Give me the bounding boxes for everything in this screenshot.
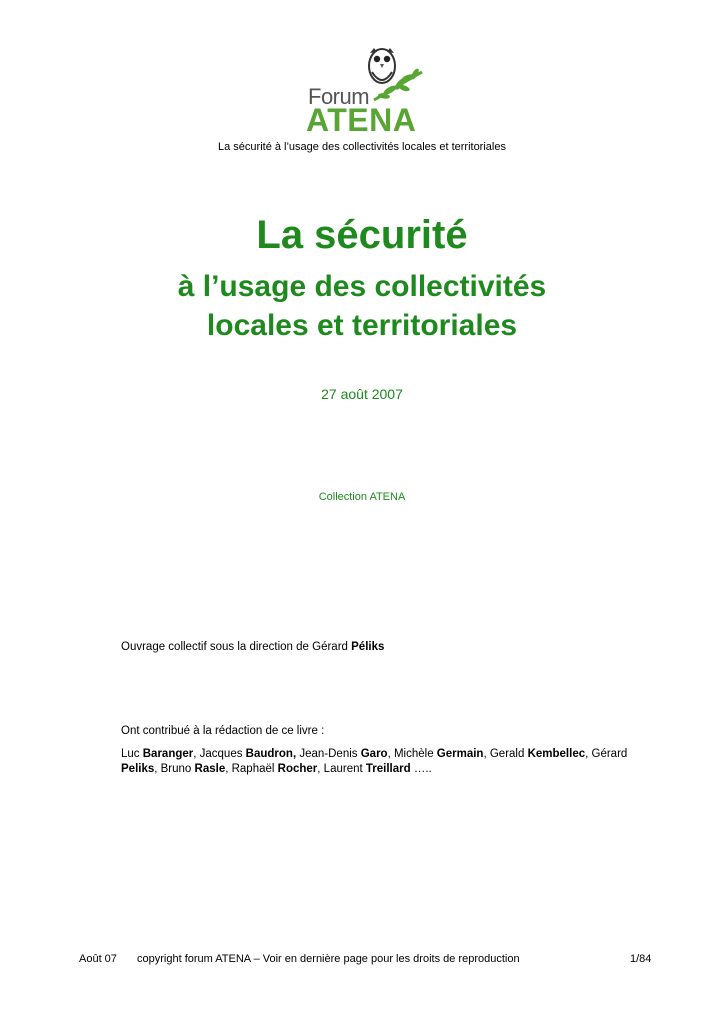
contributor-last: Peliks — [121, 763, 155, 775]
running-header: La sécurité à l’usage des collectivités locales et territoriales — [218, 141, 506, 153]
contributor-separator: , — [154, 763, 161, 775]
director-name: Péliks — [351, 641, 385, 653]
logo-atena-text: ATENA — [306, 102, 417, 138]
contributor-first: Gerald — [489, 748, 528, 760]
contributors-list — [121, 747, 666, 777]
contributor-separator: , — [225, 763, 232, 775]
contributor-first: Bruno — [160, 763, 195, 775]
contributor-last: Germain — [436, 748, 484, 760]
contributor-separator: ….. — [410, 763, 432, 775]
contributor-last: Garo — [360, 748, 388, 760]
contributors-intro: Ont contribué à la rédaction de ce livre : — [121, 725, 325, 737]
contributor-first: Jacques — [199, 748, 246, 760]
contributor-first: Gérard — [591, 748, 628, 760]
contributor-first: Jean-Denis — [299, 748, 361, 760]
contributor-first: Raphaël — [231, 763, 278, 775]
contributor-last: Kembellec — [527, 748, 586, 760]
contributor-last: Treillard — [365, 763, 411, 775]
collection-name: Collection ATENA — [318, 491, 406, 503]
direction-prefix: Ouvrage collectif sous la direction de Gérard — [121, 641, 352, 653]
contributor-last: Rasle — [194, 763, 226, 775]
contributor-separator: , — [317, 763, 324, 775]
contributor-separator: , — [193, 748, 200, 760]
document-title: La sécurité — [256, 213, 468, 257]
footer-date: Août 07 — [79, 953, 117, 965]
document-subtitle-line-2: locales et territoriales — [206, 309, 518, 342]
contributor-separator: , — [585, 748, 592, 760]
direction-line — [121, 641, 384, 653]
logo-forum-text: Forum — [308, 84, 370, 109]
document-subtitle-line-1: à l’usage des collectivités — [177, 270, 547, 303]
footer-page-number: 1/84 — [630, 953, 652, 965]
contributor-separator: , — [483, 748, 490, 760]
contributor-first: Luc — [121, 748, 143, 760]
forum-atena-logo — [300, 44, 430, 139]
contributor-first: Michèle — [393, 748, 437, 760]
contributor-last: Rocher — [277, 763, 318, 775]
contributor-last: Baranger — [142, 748, 194, 760]
contributor-first: Laurent — [323, 763, 366, 775]
contributor-separator: , — [387, 748, 394, 760]
contributor-last: Baudron, — [245, 748, 297, 760]
publication-date: 27 août 2007 — [321, 386, 403, 402]
footer-copyright: copyright forum ATENA – Voir en dernière page pour les droits de reproduction — [137, 953, 520, 965]
